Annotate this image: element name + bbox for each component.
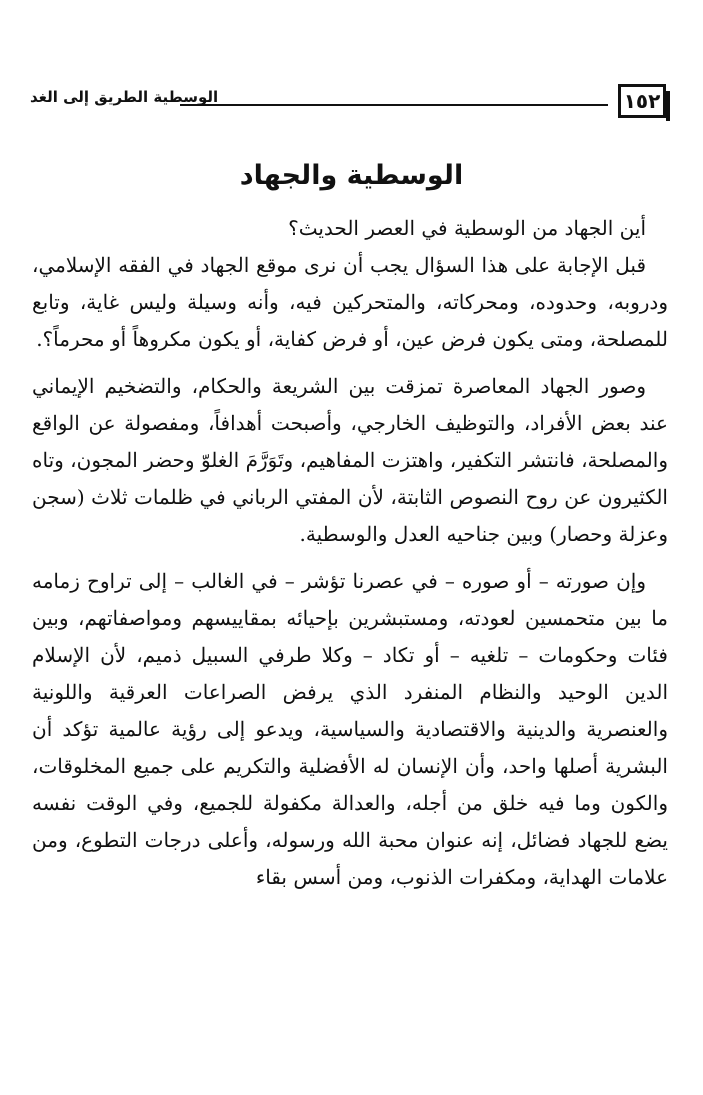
paragraph-image: وإن صورته – أو صوره – في عصرنا تؤشر – في الغالب – إلى تراوح زمامه ما بين متحمسين لعودته، ومستبشرين بإحيائه بمقاييسهم ومواصفاتهم، وبين فئات وحكومات – تلغيه – أو تكاد – وكلا طرفي السبيل ذميم، لأن الإسلام الدين الوحيد والنظام المنفرد الذي يرفض الصراعات العرقية واللونية والعنصرية والدينية والاقتصادية والسياسية، ويدعو إلى رؤية عالمية تؤكد أن البشرية أصلها واحد، وأن الإنسان له الأفضلية والتكريم على جميع المخلوقات، والكون وما فيه خلق من أجله، والعدالة مكفولة للجميع، وفي الوقت نفسه يضع للجهاد فضائل، إنه عنوان محبة الله ورسوله، وأعلى درجات التطوع، ومن علامات الهداية، ومكفرات الذنوب، ومن أسس بقاء [32,569,668,889]
paragraph-question: أين الجهاد من الوسطية في العصر الحديث؟ [288,216,646,240]
running-title: الوسطية الطريق إلى الغد [30,88,219,106]
paragraph-intro: قبل الإجابة على هذا السؤال يجب أن نرى موقع الجهاد في الفقه الإسلامي، ودروبه، وحدوده، ومحركاته، والمتحركين فيه، وأنه وسيلة وليس غاية، وتابع للمصلحة، ومتى يكون فرض عين، أو فرض كفاية، أو يكون مكروهاً أو محرماً؟. [32,253,668,351]
running-header [30,84,666,120]
section-title: الوسطية والجهاد [239,160,464,191]
header-rule [180,104,608,106]
paragraph-contemporary: وصور الجهاد المعاصرة تمزقت بين الشريعة والحكام، والتضخيم الإيماني عند بعض الأفراد، والتوظيف الخارجي، وأصبحت أهدافاً، ومفصولة عن الواقع والمصلحة، فانتشر التكفير، واهتزت المفاهيم، وتَوَرَّمَ الغلوّ وحضر المجون، وتاه الكثيرون عن روح النصوص الثابتة، لأن المفتي الرباني في ظلمات ثلاث (سجن وعزلة وحصار) وبين جناحيه العدل والوسطية. [32,374,668,546]
page-number: ١٥٢ [618,84,666,118]
body-text [32,210,668,896]
